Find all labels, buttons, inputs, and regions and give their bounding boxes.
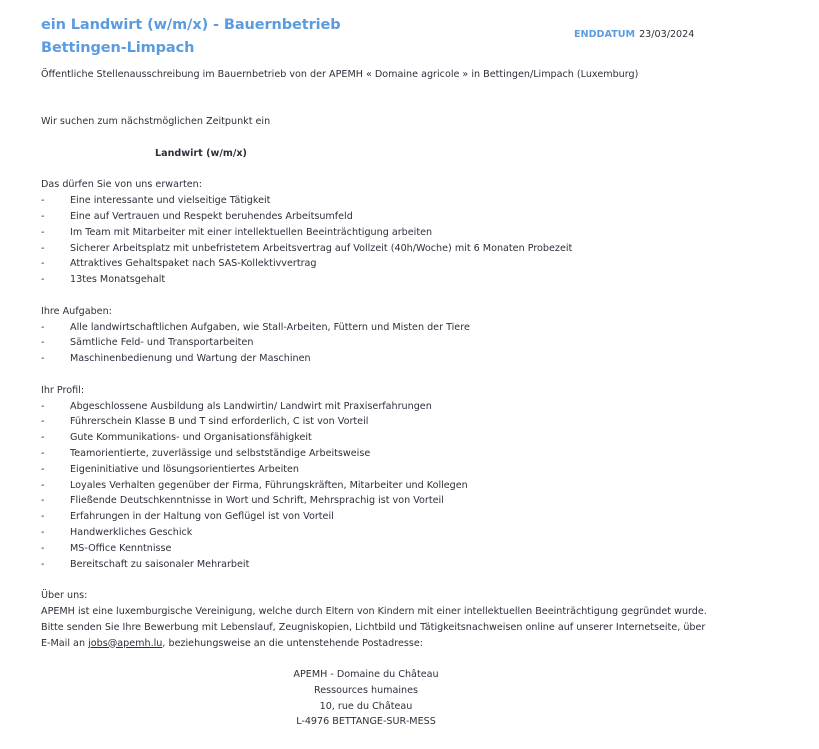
list-item: - Gute Kommunikations- und Organisationsfähigkeit xyxy=(41,432,312,444)
end-date-label: ENDDATUM xyxy=(574,29,636,40)
list-item: - Maschinenbedienung und Wartung der Maschinen xyxy=(41,353,311,365)
list-item: - Bereitschaft zu saisonaler Mehrarbeit xyxy=(41,558,250,570)
list-item: - Handwerkliches Geschick xyxy=(41,526,193,538)
address-line-1: APEMH - Domaine du Château xyxy=(293,669,439,681)
job-title-heading xyxy=(41,14,561,60)
job-title: Landwirt (w/m/x) xyxy=(155,147,247,159)
profile-list xyxy=(41,399,741,573)
intro-text: Öffentliche Stellenausschreibung im Bauernbetrieb von der APEMH « Domaine agricole » in Bettingen/Limpach (Luxemburg) xyxy=(41,69,639,80)
about-line-2: Bitte senden Sie Ihre Bewerbung mit Lebenslauf, Zeugniskopien, Lichtbild und Tätigkeitsnachweisen online auf unserer Internetseite, über xyxy=(41,621,706,633)
email-link[interactable]: jobs@apemh.lu xyxy=(88,637,163,649)
address-line-2: Ressources humaines xyxy=(313,684,419,696)
list-item: - Erfahrungen in der Haltung von Geflügel ist von Vorteil xyxy=(41,511,334,523)
postal-address xyxy=(41,667,691,730)
list-item: - Eigeninitiative und lösungsorientiertes Arbeiten xyxy=(41,463,300,475)
list-item: - Fließende Deutschkenntnisse in Wort und Schrift, Mehrsprachig ist von Vorteil xyxy=(41,495,444,507)
about-line-1: APEMH ist eine luxemburgische Vereinigung, welche durch Eltern von Kindern mit einer intellektuellen Beeinträchtigung gegründet wurde. xyxy=(41,605,707,617)
list-item: - 13tes Monatsgehalt xyxy=(41,274,166,286)
offer-list xyxy=(41,193,741,288)
about-line-3: E-Mail an jobs@apemh.lu, beziehungsweise an die untenstehende Postadresse: xyxy=(41,637,423,649)
list-item: - Abgeschlossene Ausbildung als Landwirtin/ Landwirt mit Praxiserfahrungen xyxy=(41,400,432,412)
tasks-list xyxy=(41,320,741,367)
list-item: - Alle landwirtschaftlichen Aufgaben, wie Stall-Arbeiten, Füttern und Misten der Tiere xyxy=(41,321,470,333)
about-heading: Über uns: xyxy=(41,590,88,602)
tasks-heading: Ihre Aufgaben: xyxy=(41,305,112,317)
list-item: - Führerschein Klasse B und T sind erforderlich, C ist von Vorteil xyxy=(41,416,369,428)
search-line: Wir suchen zum nächstmöglichen Zeitpunkt ein xyxy=(41,116,271,127)
title-line-1: ein Landwirt (w/m/x) - Bauernbetrieb xyxy=(41,17,341,33)
list-item: - MS-Office Kenntnisse xyxy=(41,542,172,554)
list-item: - Teamorientierte, zuverlässige und selbstständige Arbeitsweise xyxy=(41,447,371,459)
list-item: - Im Team mit Mitarbeiter mit einer intellektuellen Beeinträchtigung arbeiten xyxy=(41,226,433,238)
address-line-3: 10, rue du Château xyxy=(319,700,413,712)
posting-body xyxy=(41,114,741,730)
profile-heading: Ihr Profil: xyxy=(41,384,85,396)
address-line-4: L-4976 BETTANGE-SUR-MESS xyxy=(296,716,436,728)
list-item: - Sämtliche Feld- und Transportarbeiten xyxy=(41,337,254,349)
list-item: - Attraktives Gehaltspaket nach SAS-Kollektivvertrag xyxy=(41,258,317,270)
end-date xyxy=(574,29,694,40)
title-line-2: Bettingen-Limpach xyxy=(41,40,195,56)
list-item: - Loyales Verhalten gegenüber der Firma, Führungskräften, Mitarbeiter und Kollegen xyxy=(41,479,468,491)
list-item: - Sicherer Arbeitsplatz mit unbefristetem Arbeitsvertrag auf Vollzeit (40h/Woche) mit 6 Monaten Probezeit xyxy=(41,242,573,254)
list-item: - Eine auf Vertrauen und Respekt beruhendes Arbeitsumfeld xyxy=(41,210,353,222)
end-date-value: 23/03/2024 xyxy=(639,29,695,40)
list-item: - Eine interessante und vielseitige Tätigkeit xyxy=(41,195,271,207)
offer-heading: Das dürfen Sie von uns erwarten: xyxy=(41,179,202,191)
